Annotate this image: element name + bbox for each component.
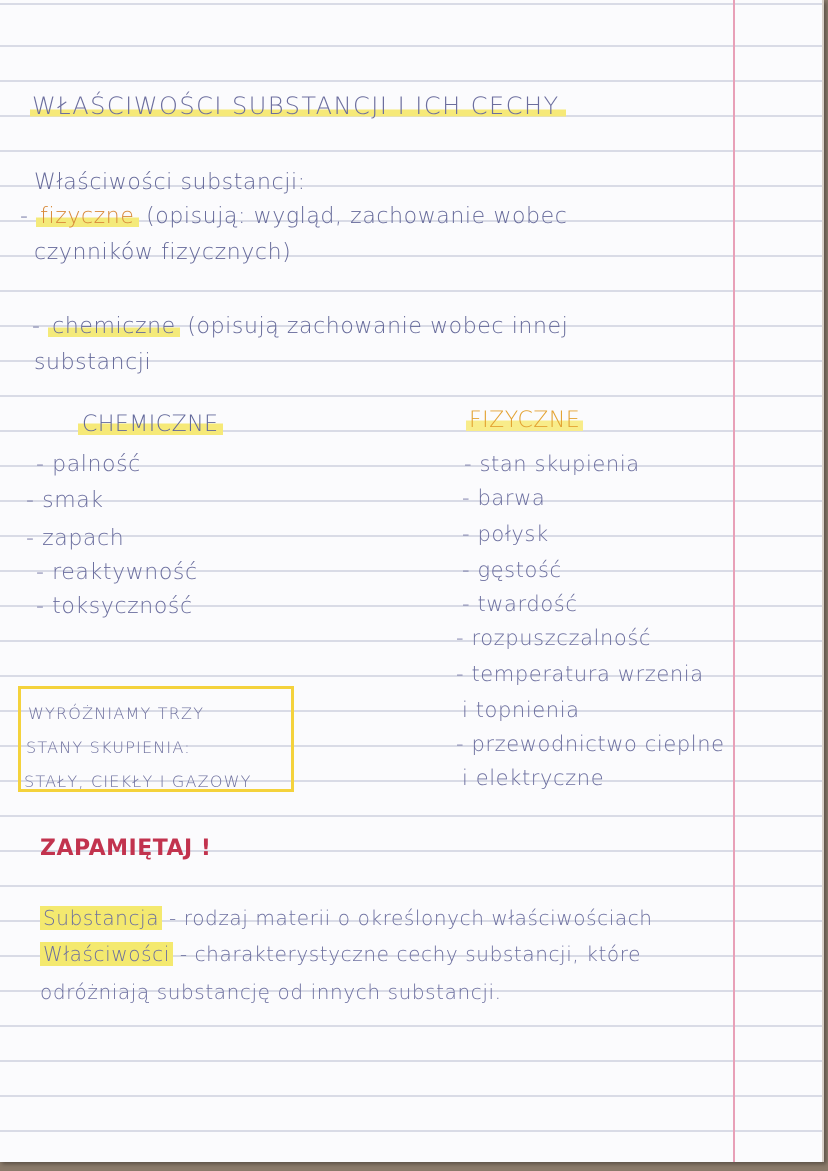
box-line: STANY SKUPIENIA:: [26, 738, 191, 757]
properties-term: Właściwości: [40, 942, 173, 966]
intro-line: Właściwości substancji:: [34, 170, 306, 195]
chemical-item: - palność: [36, 452, 141, 477]
margin-line: [733, 0, 735, 1162]
physical-item: - przewodnictwo cieplne: [456, 732, 725, 756]
definition-properties-cont: odróżniają substancję od innych substancji.: [40, 980, 502, 1004]
definition-properties: [40, 942, 641, 966]
box-line: STAŁY, CIEKŁY I GAZOWY: [24, 772, 252, 791]
chemical-description: (opisują zachowanie wobec innej: [179, 314, 569, 339]
chemical-description-cont: substancji: [34, 350, 152, 375]
definition-substance: [40, 906, 653, 930]
remember-heading: ZAPAMIĘTAJ !: [40, 836, 212, 861]
physical-description: (opisują: wygląd, zachowanie wobec: [138, 204, 568, 229]
substance-description: - rodzaj materii o określonych właściwościach: [162, 906, 653, 930]
physical-item: i topnienia: [462, 698, 580, 722]
properties-description: - charakterystyczne cechy substancji, które: [172, 942, 642, 966]
physical-item: - barwa: [462, 486, 546, 510]
physical-definition: [20, 204, 567, 229]
physical-item: - gęstość: [462, 558, 562, 582]
chemical-heading: CHEMICZNE: [78, 412, 223, 437]
chemical-item: - zapach: [26, 526, 125, 551]
dash: -: [20, 204, 37, 229]
dash: -: [32, 314, 49, 339]
physical-item: - połysk: [462, 522, 549, 546]
chemical-item: - toksyczność: [36, 594, 193, 619]
substance-term: Substancja: [40, 906, 162, 930]
physical-description-cont: czynników fizycznych): [34, 240, 292, 265]
physical-item: - temperatura wrzenia: [456, 662, 704, 686]
physical-item: - twardość: [462, 592, 578, 616]
chemical-term: chemiczne: [48, 314, 180, 339]
chemical-definition: [32, 314, 568, 339]
physical-heading: FIZYCZNE: [466, 408, 583, 433]
physical-item: - stan skupienia: [464, 452, 640, 476]
physical-item: - rozpuszczalność: [456, 626, 652, 650]
physical-item: i elektryczne: [462, 766, 605, 790]
box-line: WYRÓŻNIAMY TRZY: [28, 704, 205, 723]
page-title: WŁAŚCIWOŚCI SUBSTANCJI I ICH CECHY: [30, 92, 566, 120]
chemical-item: - smak: [26, 488, 104, 513]
chemical-item: - reaktywność: [36, 560, 198, 585]
physical-term: fizyczne: [36, 204, 138, 229]
